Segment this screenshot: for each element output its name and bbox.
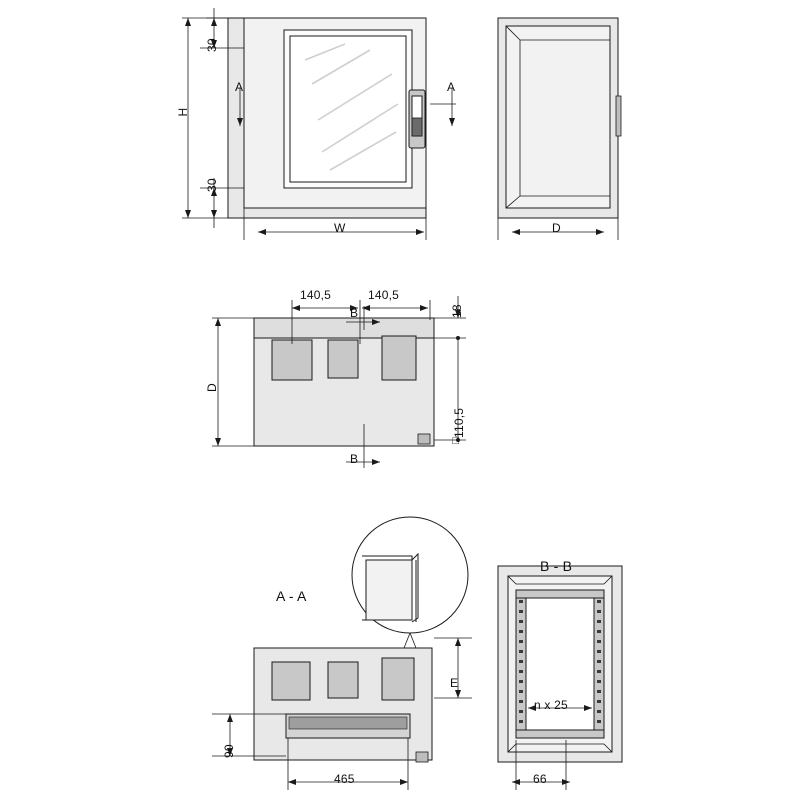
section-aa-height-label: 90	[222, 744, 236, 758]
section-marker-b-top: B	[350, 306, 359, 320]
section-aa-title: A - A	[276, 588, 307, 604]
top-view-geometry	[254, 318, 434, 446]
front-bottom-offset-label: 30	[205, 178, 219, 192]
section-marker-a-left: A	[235, 80, 244, 94]
top-left-span-label: 140,5	[300, 288, 332, 302]
front-height-label: H	[176, 107, 190, 117]
front-view-geometry	[228, 18, 426, 218]
detail-bubble-geometry	[352, 517, 468, 648]
section-bb-title: B - B	[540, 558, 573, 574]
front-top-offset-label: 30	[205, 38, 219, 52]
side-view-geometry	[498, 18, 621, 218]
top-depth-label: D	[205, 383, 219, 392]
square-symbol-icon: □	[450, 437, 462, 444]
section-bb-width-label: 66	[533, 772, 547, 786]
section-marker-a-right: A	[447, 80, 456, 94]
section-bb-pitch-label: n x 25	[534, 698, 568, 712]
section-aa-width-label: 465	[334, 772, 355, 786]
section-aa-geometry	[254, 648, 432, 762]
section-bb-geometry	[498, 566, 622, 762]
top-edge-label: 18	[450, 304, 464, 318]
top-right-span-label: 140,5	[368, 288, 400, 302]
front-width-label: W	[334, 221, 346, 235]
section-marker-b-bottom: B	[350, 452, 359, 466]
side-depth-label: D	[552, 221, 561, 235]
top-square-note-label: 110,5	[452, 407, 466, 438]
section-aa-e-label: E	[450, 676, 459, 690]
